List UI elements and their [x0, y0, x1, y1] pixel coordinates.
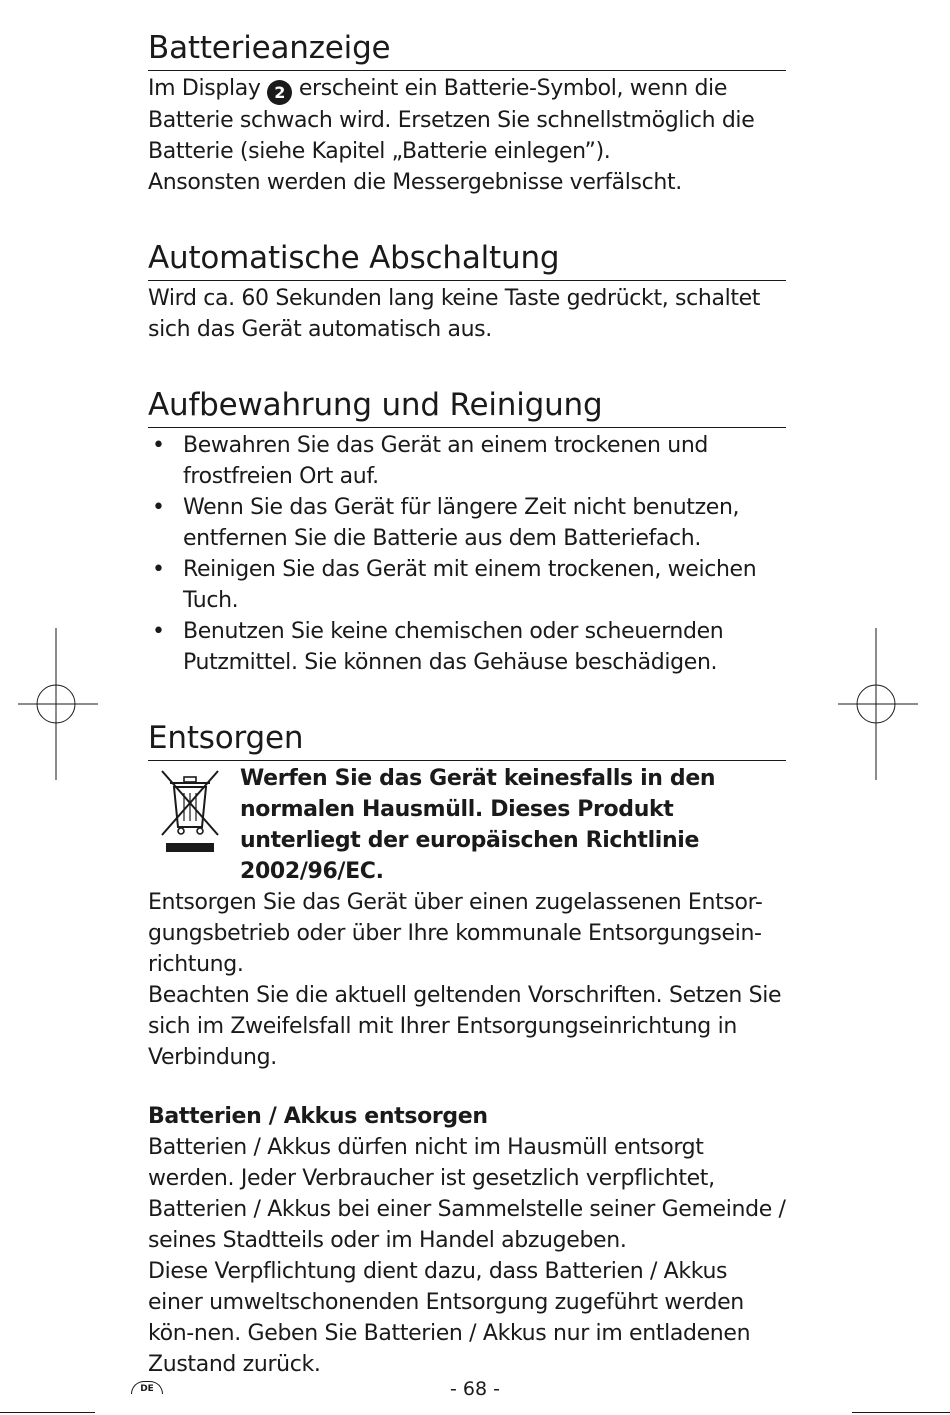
storage-cleaning-heading: Aufbewahrung und Reinigung: [148, 385, 786, 428]
crossed-bin-icon: [160, 769, 220, 854]
disposal-text-2: Beachten Sie die aktuell geltenden Vorschriften. Setzen Sie sich im Zweifelsfall mit Ihrer Entsorgungseinrichtung in Verbindung.: [148, 983, 782, 1070]
battery-disposal-text-1: Batterien / Akkus dürfen nicht im Hausmüll entsorgt werden. Jeder Verbraucher ist gesetzlich verpflichtet, Batterien / Akkus bei einer Sammelstelle seiner Gemeinde / seines Stadtteils oder im Handel abzugeben.: [148, 1135, 786, 1253]
battery-indicator-text: Im Display 2 erscheint ein Batterie-Symbol, wenn die Batterie schwach wird. Ersetzen Sie schnellstmöglich die Batterie (siehe Kapitel „Batterie einlegen”).: [148, 76, 755, 164]
language-badge: DE: [131, 1381, 163, 1394]
list-item: • Benutzen Sie keine chemischen oder scheuernden Putzmittel. Sie können das Gehäuse beschädigen.: [148, 616, 786, 678]
page-content: [148, 28, 786, 1380]
display-reference-badge: 2: [267, 80, 292, 105]
list-item: • Wenn Sie das Gerät für längere Zeit nicht benutzen, entfernen Sie die Batterie aus dem Batteriefach.: [148, 492, 786, 554]
crop-mark-left: [18, 628, 98, 780]
section-storage-cleaning: [148, 385, 786, 678]
disposal-heading: Entsorgen: [148, 718, 786, 761]
section-auto-shutoff: [148, 238, 786, 345]
storage-cleaning-list: [148, 430, 786, 678]
disposal-text-1: Entsorgen Sie das Gerät über einen zugelassenen Entsor-gungsbetrieb oder über Ihre kommunale Entsorgungsein-richtung.: [148, 890, 763, 977]
battery-indicator-heading: Batterieanzeige: [148, 28, 786, 71]
list-item: • Bewahren Sie das Gerät an einem trockenen und frostfreien Ort auf.: [148, 430, 786, 492]
page-number: - 68 -: [450, 1378, 500, 1400]
auto-shutoff-heading: Automatische Abschaltung: [148, 238, 786, 281]
auto-shutoff-text: Wird ca. 60 Sekunden lang keine Taste gedrückt, schaltet sich das Gerät automatisch aus.: [148, 286, 761, 342]
section-disposal: [148, 718, 786, 1073]
bottom-rule-right: [852, 1412, 950, 1413]
battery-indicator-note: Ansonsten werden die Messergebnisse verfälscht.: [148, 170, 682, 195]
section-battery-indicator: [148, 28, 786, 198]
battery-disposal-heading: Batterien / Akkus entsorgen: [148, 1104, 488, 1129]
list-item: • Reinigen Sie das Gerät mit einem trockenen, weichen Tuch.: [148, 554, 786, 616]
section-battery-disposal: [148, 1101, 786, 1380]
battery-disposal-text-2: Diese Verpflichtung dient dazu, dass Batterien / Akkus einer umweltschonenden Entsorgung zugeführt werden kön-nen. Geben Sie Batterien / Akkus nur im entladenen Zustand zurück.: [148, 1259, 751, 1377]
crop-mark-right: [838, 628, 918, 780]
bottom-rule-left: [0, 1412, 95, 1413]
disposal-warning-text: Werfen Sie das Gerät keinesfalls in den normalen Hausmüll. Dieses Produkt unterliegt der europäischen Richtlinie 2002/96/EC.: [240, 766, 716, 884]
disposal-warning-row: [148, 763, 786, 887]
